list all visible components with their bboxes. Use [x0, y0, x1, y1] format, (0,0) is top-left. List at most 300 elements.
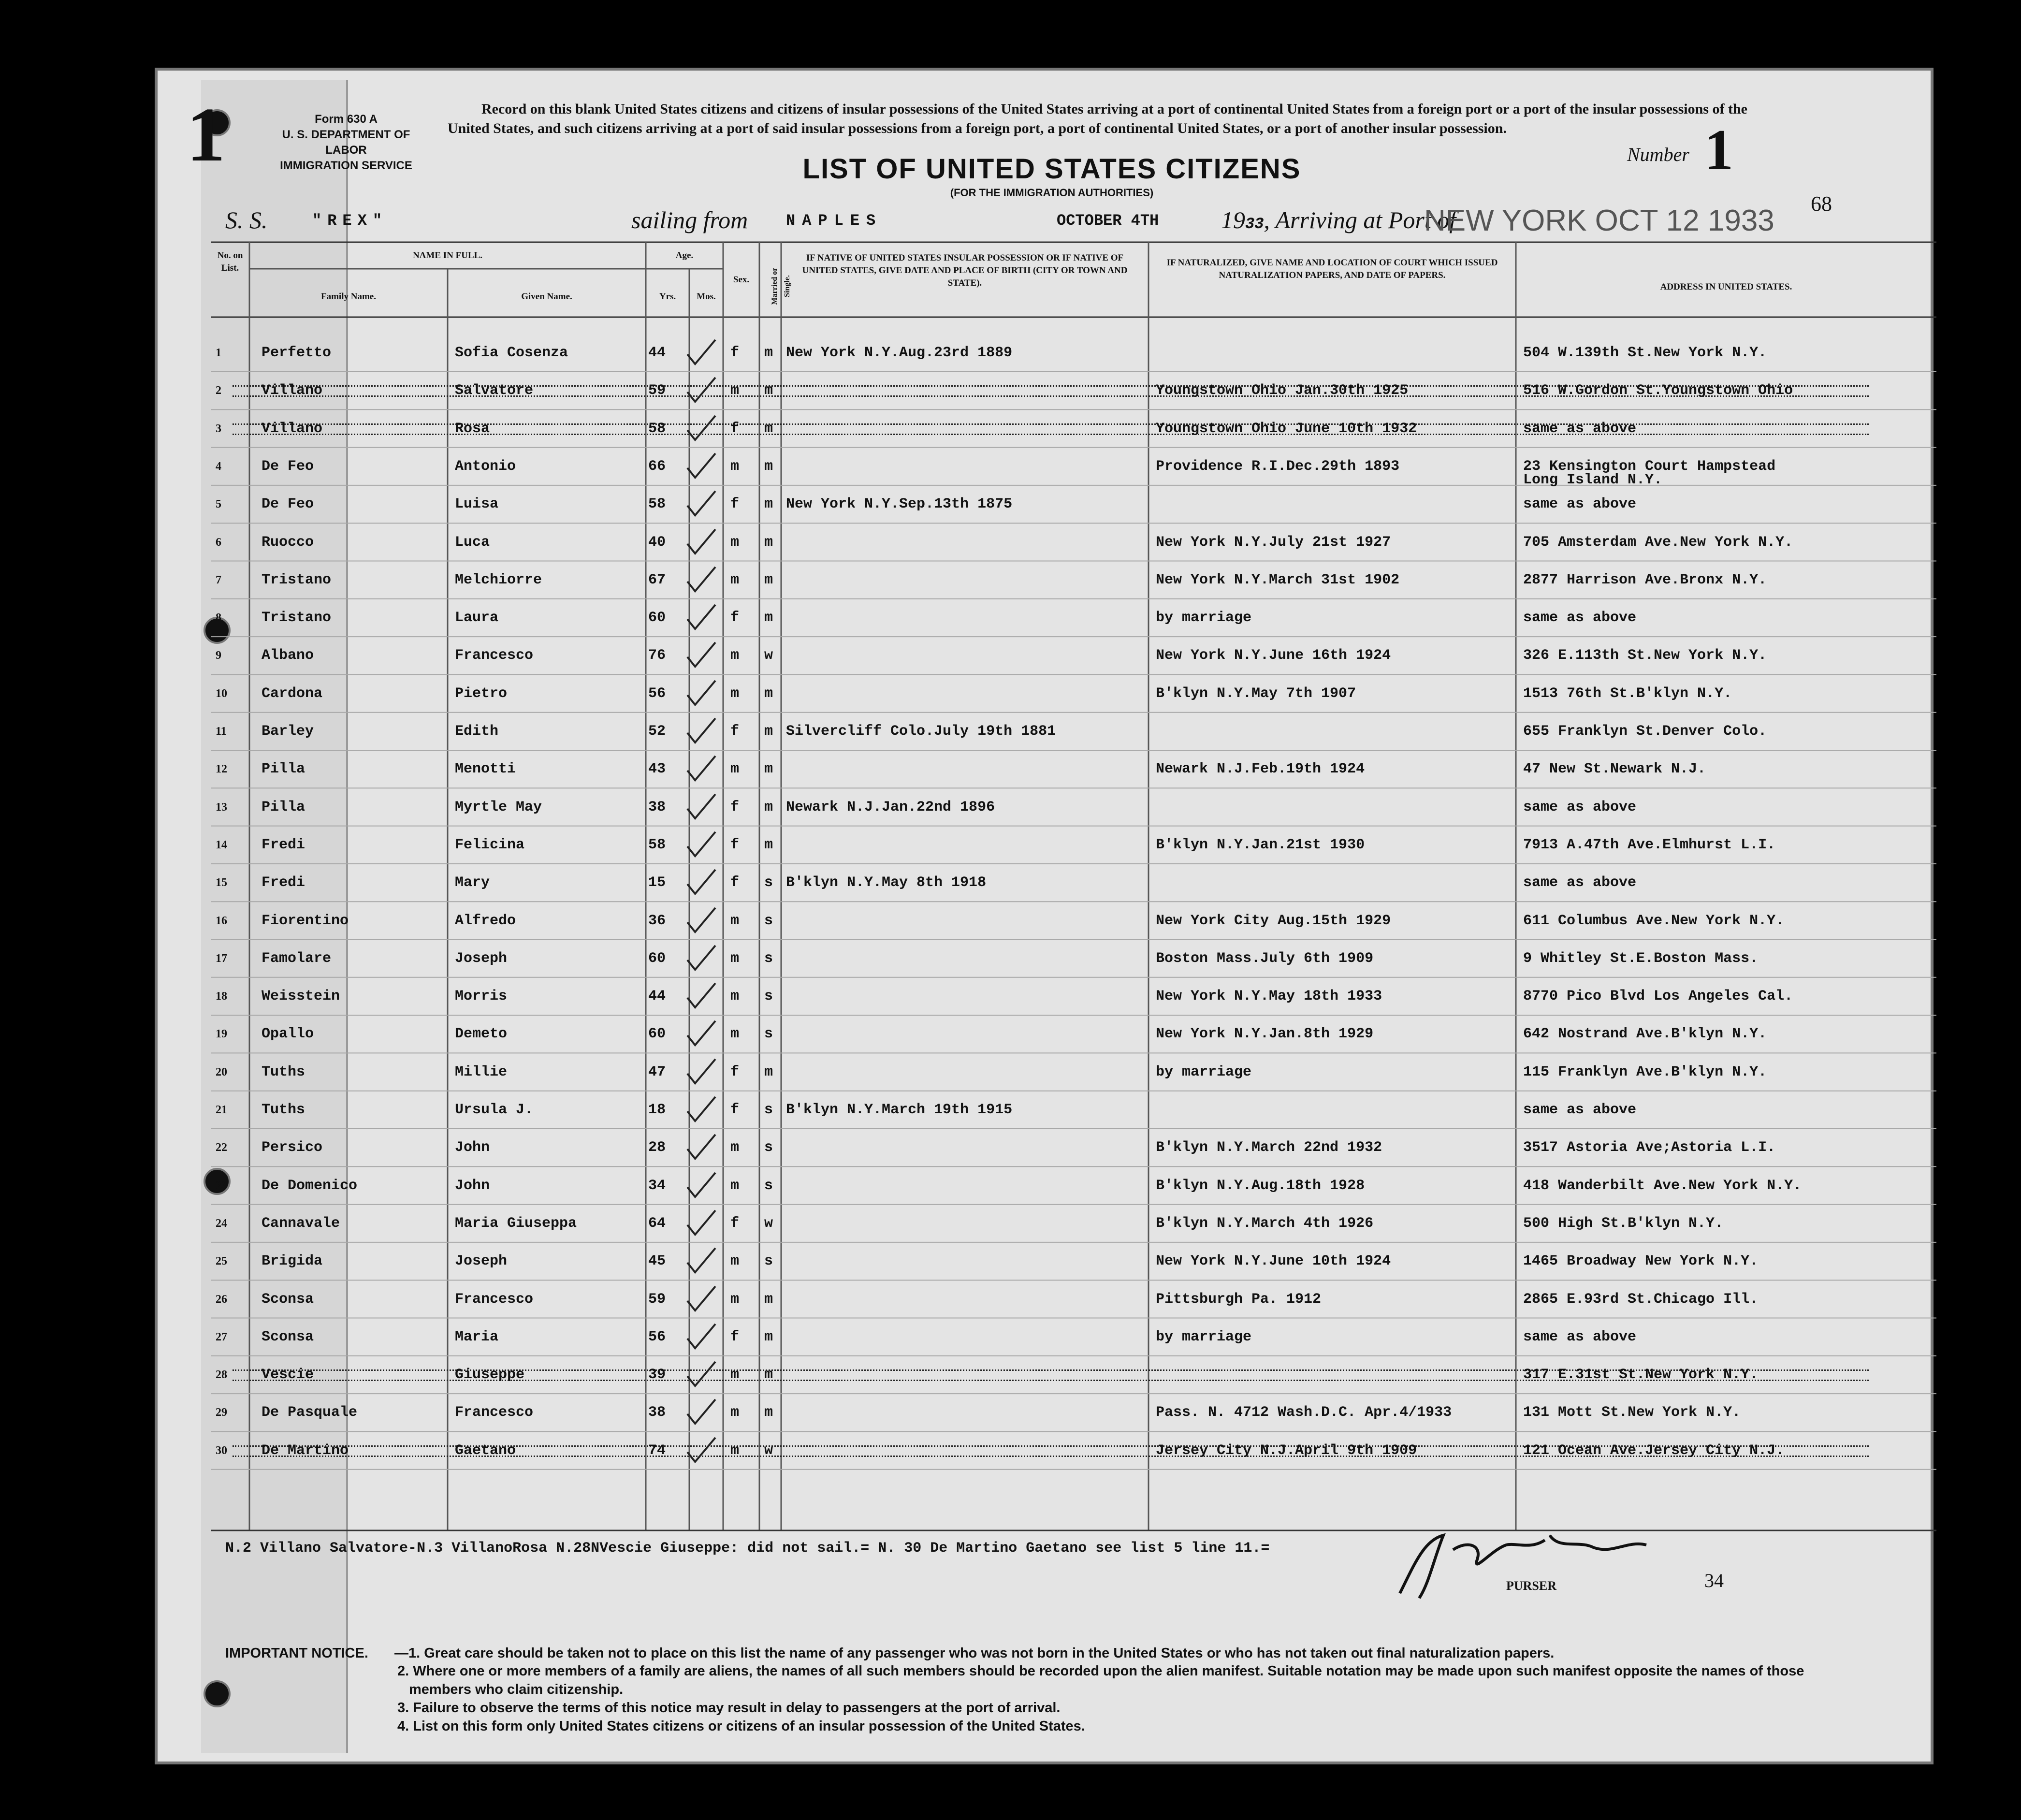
sheet-number: 1 [187, 91, 225, 177]
family-name: Villano [262, 382, 323, 399]
row-number: 16 [216, 914, 227, 927]
check-mark [684, 716, 718, 745]
family-name: Cannavale [262, 1215, 340, 1232]
number-label: Number [1627, 144, 1689, 165]
marital-status: s [764, 1177, 773, 1194]
table-row [158, 940, 1931, 977]
given-name: Maria [455, 1328, 499, 1345]
number-value: 1 [1704, 117, 1733, 182]
col-given-header: Given Name. [521, 291, 572, 302]
row-number: 8 [216, 612, 221, 625]
address: 642 Nostrand Ave.B'klyn N.Y. [1523, 1026, 1767, 1043]
address: 326 E.113th St.New York N.Y. [1523, 647, 1767, 664]
naturalization: Newark N.J.Feb.19th 1924 [1156, 761, 1365, 778]
page-corner-number: 68 [1811, 192, 1832, 216]
address: 705 Amsterdam Ave.New York N.Y. [1523, 534, 1793, 551]
birth-place-date: Newark N.J.Jan.22nd 1896 [786, 799, 995, 815]
page-count: 34 [1704, 1570, 1724, 1591]
table-row [158, 1053, 1931, 1091]
given-name: Menotti [455, 761, 516, 778]
check-mark [684, 830, 718, 859]
family-name: Sconsa [262, 1291, 314, 1308]
marital-status: s [764, 1253, 773, 1270]
col-married-header: Married or Single. [771, 267, 791, 305]
naturalization: by marriage [1156, 1328, 1252, 1345]
naturalization: New York N.Y.March 31st 1902 [1156, 571, 1400, 588]
family-name: Cardona [262, 685, 323, 702]
sex: f [730, 1215, 740, 1232]
given-name: Francesco [455, 1291, 534, 1308]
marital-status: s [764, 950, 773, 967]
table-row [158, 448, 1931, 488]
address: 655 Franklyn St.Denver Colo. [1523, 723, 1767, 740]
birth-place-date: B'klyn N.Y.May 8th 1918 [786, 874, 987, 891]
notice-3: 3. Failure to observe the terms of this notice may result in delay to passengers at the port of arrival. [397, 1700, 1061, 1716]
table-row [158, 1015, 1931, 1053]
age-years: 59 [648, 382, 666, 399]
table-row [158, 599, 1931, 637]
marital-status: m [764, 723, 773, 740]
table-row [158, 1356, 1931, 1394]
row-number: 13 [216, 801, 227, 814]
table-row [158, 1091, 1931, 1129]
age-years: 64 [648, 1215, 666, 1232]
naturalization: New York N.Y.May 18th 1933 [1156, 988, 1382, 1005]
row-number: 1 [216, 347, 221, 359]
sailing-date: OCTOBER 4TH [1057, 212, 1159, 230]
address: 131 Mott St.New York N.Y. [1523, 1404, 1741, 1421]
age-years: 47 [648, 1063, 666, 1080]
given-name: Mary [455, 874, 490, 891]
given-name: John [455, 1139, 490, 1156]
row-number: 23 [216, 1179, 227, 1192]
check-mark [684, 527, 718, 556]
age-years: 44 [648, 345, 666, 361]
sex: f [730, 799, 740, 815]
table-row [158, 750, 1931, 788]
given-name: Gaetano [455, 1442, 516, 1459]
arrival-stamp: NEW YORK OCT 12 1933 [1424, 204, 1774, 237]
form-info: Form 630 A U. S. DEPARTMENT OF LABOR IMMIGRATION SERVICE [280, 113, 412, 172]
family-name: De Feo [262, 458, 314, 475]
birth-place-date: B'klyn N.Y.March 19th 1915 [786, 1102, 1013, 1118]
address: 504 W.139th St.New York N.Y. [1523, 345, 1767, 361]
row-number: 14 [216, 838, 227, 851]
table-row [158, 1129, 1931, 1166]
address: 2865 E.93rd St.Chicago Ill. [1523, 1291, 1759, 1308]
check-mark [684, 1133, 718, 1162]
notice-2: 2. Where one or more members of a family are aliens, the names of all such members should be recorded upon the alien manifest. Suitable notation may be made upon such manifest opposite the names of those members who claim citizenship. [397, 1663, 1804, 1697]
address: same as above [1523, 496, 1637, 513]
family-name: Perfetto [262, 345, 332, 361]
address: 47 New St.Newark N.J. [1523, 761, 1706, 778]
given-name: Laura [455, 610, 499, 626]
sex: m [730, 685, 740, 702]
address: 516 W.Gordon St.Youngstown Ohio [1523, 382, 1793, 399]
given-name: Felicina [455, 836, 525, 853]
table-row [158, 826, 1931, 864]
row-number: 9 [216, 649, 221, 662]
family-name: Villano [262, 420, 323, 437]
marital-status: s [764, 1139, 773, 1156]
age-years: 44 [648, 988, 666, 1005]
marital-status: m [764, 534, 773, 551]
birth-place-date: Silvercliff Colo.July 19th 1881 [786, 723, 1056, 740]
table-row [158, 372, 1931, 409]
sex: m [730, 1026, 740, 1043]
naturalization: Youngstown Ohio June 10th 1932 [1156, 420, 1417, 437]
col-birth-header: IF NATIVE OF UNITED STATES INSULAR POSSESSION OR IF NATIVE OF UNITED STATES, GIVE DATE AND PLACE OF BIRTH (CITY OR TOWN AND STATE). [802, 253, 1128, 288]
marital-status: s [764, 1102, 773, 1118]
age-years: 74 [648, 1442, 666, 1459]
naturalization: New York N.Y.July 21st 1927 [1156, 534, 1391, 551]
sex: f [730, 610, 740, 626]
age-years: 45 [648, 1253, 666, 1270]
naturalization: B'klyn N.Y.May 7th 1907 [1156, 685, 1356, 702]
col-naturalized-header: IF NATURALIZED, GIVE NAME AND LOCATION OF COURT WHICH ISSUED NATURALIZATION PAPERS, AND DATE OF PAPERS. [1166, 258, 1498, 280]
age-years: 40 [648, 534, 666, 551]
check-mark [684, 1208, 718, 1238]
given-name: Sofia Cosenza [455, 345, 568, 361]
address: same as above [1523, 1328, 1637, 1345]
sex: f [730, 1102, 740, 1118]
table-row [158, 788, 1931, 826]
age-years: 34 [648, 1177, 666, 1194]
col-age-header: Age. [675, 250, 694, 261]
table-row [158, 1394, 1931, 1431]
sex: m [730, 761, 740, 778]
family-name: De Pasquale [262, 1404, 358, 1421]
check-mark [684, 754, 718, 783]
marital-status: m [764, 1404, 773, 1421]
col-name-header: NAME IN FULL. [412, 250, 483, 261]
family-name: Weisstein [262, 988, 340, 1005]
sex: m [730, 1291, 740, 1308]
age-years: 39 [648, 1367, 666, 1383]
col-no-header: No. on List. [217, 250, 243, 273]
check-mark [684, 1246, 718, 1275]
check-mark [684, 565, 718, 594]
given-name: Alfredo [455, 912, 516, 929]
family-name: De Domenico [262, 1177, 358, 1194]
sex: m [730, 458, 740, 475]
row-number: 24 [216, 1217, 227, 1230]
age-years: 43 [648, 761, 666, 778]
check-mark [684, 1360, 718, 1389]
table-row [158, 410, 1931, 448]
check-mark [684, 1436, 718, 1465]
family-name: Tristano [262, 571, 332, 588]
marital-status: s [764, 988, 773, 1005]
check-mark [684, 489, 718, 518]
sex: m [730, 534, 740, 551]
naturalization: by marriage [1156, 1063, 1252, 1080]
check-mark [684, 641, 718, 670]
naturalization: Youngstown Ohio Jan.30th 1925 [1156, 382, 1409, 399]
age-years: 60 [648, 610, 666, 626]
row-number: 11 [216, 725, 227, 738]
sex: m [730, 912, 740, 929]
row-number: 30 [216, 1444, 227, 1457]
sex: m [730, 382, 740, 399]
age-years: 60 [648, 1026, 666, 1043]
given-name: Edith [455, 723, 499, 740]
table-row [158, 1432, 1931, 1470]
address: 500 High St.B'klyn N.Y. [1523, 1215, 1724, 1232]
age-years: 58 [648, 496, 666, 513]
marital-status: m [764, 836, 773, 853]
row-number: 27 [216, 1330, 227, 1343]
naturalization: New York City Aug.15th 1929 [1156, 912, 1391, 929]
sex: m [730, 1139, 740, 1156]
age-years: 38 [648, 1404, 666, 1421]
row-number: 18 [216, 990, 227, 1003]
sex: f [730, 723, 740, 740]
age-years: 15 [648, 874, 666, 891]
table-row [158, 1167, 1931, 1205]
given-name: Luca [455, 534, 490, 551]
sex: m [730, 1404, 740, 1421]
sex: f [730, 1063, 740, 1080]
year-suffix: 33 [1245, 215, 1264, 233]
table-row [158, 334, 1931, 372]
address: 418 Wanderbilt Ave.New York N.Y. [1523, 1177, 1802, 1194]
marital-status: m [764, 1367, 773, 1383]
row-number: 21 [216, 1104, 227, 1116]
purser-signature [1385, 1521, 1782, 1608]
table-row [158, 864, 1931, 902]
address: same as above [1523, 610, 1637, 626]
sex: f [730, 836, 740, 853]
check-mark [684, 868, 718, 897]
naturalization: New York N.Y.June 10th 1924 [1156, 1253, 1391, 1270]
marital-status: m [764, 610, 773, 626]
col-yrs-header: Yrs. [659, 291, 676, 302]
age-years: 59 [648, 1291, 666, 1308]
given-name: Morris [455, 988, 508, 1005]
age-years: 67 [648, 571, 666, 588]
check-mark [684, 981, 718, 1010]
address: 611 Columbus Ave.New York N.Y. [1523, 912, 1785, 929]
address: 23 Kensington Court Hampstead [1523, 458, 1776, 475]
age-years: 38 [648, 799, 666, 815]
address: same as above [1523, 420, 1637, 437]
naturalization: New York N.Y.Jan.8th 1929 [1156, 1026, 1374, 1043]
manifest-sheet [155, 68, 1934, 1764]
age-years: 60 [648, 950, 666, 967]
marital-status: m [764, 458, 773, 475]
row-number: 25 [216, 1255, 227, 1268]
row-number: 6 [216, 536, 221, 549]
marital-status: s [764, 912, 773, 929]
age-years: 58 [648, 420, 666, 437]
row-number: 7 [216, 573, 221, 586]
family-name: De Martino [262, 1442, 349, 1459]
family-name: Tristano [262, 610, 332, 626]
check-mark [684, 1057, 718, 1086]
age-years: 52 [648, 723, 666, 740]
row-number: 15 [216, 876, 227, 889]
table-row [158, 675, 1931, 713]
col-address-header: ADDRESS IN UNITED STATES. [1660, 282, 1792, 292]
row-number: 29 [216, 1406, 227, 1419]
table-row [158, 1242, 1931, 1280]
given-name: Salvatore [455, 382, 534, 399]
row-number: 28 [216, 1369, 227, 1382]
check-mark [684, 1322, 718, 1351]
birth-place-date: New York N.Y.Aug.23rd 1889 [786, 345, 1013, 361]
naturalization: Jersey City N.J.April 9th 1909 [1156, 1442, 1417, 1459]
row-number: 5 [216, 498, 221, 511]
given-name: Melchiorre [455, 571, 542, 588]
check-mark [684, 338, 718, 367]
address: 3517 Astoria Ave;Astoria L.I. [1523, 1139, 1776, 1156]
address: 1465 Broadway New York N.Y. [1523, 1253, 1759, 1270]
family-name: De Feo [262, 496, 314, 513]
address: same as above [1523, 874, 1637, 891]
sex: f [730, 496, 740, 513]
table-row [158, 1281, 1931, 1318]
naturalization: B'klyn N.Y.Aug.18th 1928 [1156, 1177, 1365, 1194]
row-number: 10 [216, 687, 227, 700]
marital-status: m [764, 1291, 773, 1308]
given-name: Ursula J. [455, 1102, 534, 1118]
family-name: Vescie [262, 1367, 314, 1383]
form-title: LIST OF UNITED STATES CITIZENS [802, 153, 1301, 185]
table-row [158, 485, 1931, 523]
marital-status: w [764, 1442, 773, 1459]
check-mark [684, 414, 718, 443]
row-number: 22 [216, 1141, 227, 1154]
address: 8770 Pico Blvd Los Angeles Cal. [1523, 988, 1793, 1005]
col-family-header: Family Name. [321, 291, 376, 302]
address: 121 Ocean Ave.Jersey City N.J. [1523, 1442, 1785, 1459]
address: same as above [1523, 1102, 1637, 1118]
family-name: Albano [262, 647, 314, 664]
col-sex-header: Sex. [733, 275, 750, 285]
marital-status: m [764, 496, 773, 513]
sex: m [730, 1177, 740, 1194]
given-name: Rosa [455, 420, 490, 437]
address: 317 E.31st St.New York N.Y. [1523, 1367, 1759, 1383]
row-number: 26 [216, 1293, 227, 1306]
sex: f [730, 874, 740, 891]
check-mark [684, 792, 718, 821]
given-name: Maria Giuseppa [455, 1215, 577, 1232]
naturalization: New York N.Y.June 16th 1924 [1156, 647, 1391, 664]
sex: m [730, 571, 740, 588]
footer-remark: N.2 Villano Salvatore-N.3 VillanoRosa N.28NVescie Giuseppe: did not sail.= N. 30 De Martino Gaetano see list 5 line 11.= [225, 1540, 1270, 1557]
marital-status: m [764, 1063, 773, 1080]
family-name: Fiorentino [262, 912, 349, 929]
given-name: Luisa [455, 496, 499, 513]
table-row [158, 1318, 1931, 1356]
form-subtitle: (FOR THE IMMIGRATION AUTHORITIES) [950, 187, 1154, 199]
naturalization: Boston Mass.July 6th 1909 [1156, 950, 1374, 967]
given-name: Francesco [455, 1404, 534, 1421]
age-years: 28 [648, 1139, 666, 1156]
check-mark [684, 1284, 718, 1313]
marital-status: w [764, 647, 773, 664]
address: 2877 Harrison Ave.Bronx N.Y. [1523, 571, 1767, 588]
purser-label: PURSER [1506, 1579, 1557, 1593]
marital-status: m [764, 382, 773, 399]
given-name: Pietro [455, 685, 508, 702]
marital-status: m [764, 571, 773, 588]
form-instruction: Record on this blank United States citizens and citizens of insular possessions of the United States arriving at a port of continental United States from a foreign port or a port of the insular possessions of the United States, and such citizens arriving at a port of said insular possessions from a foreign port, a port of continental United States, or a port of another insular possession. [448, 101, 1747, 136]
naturalization: Providence R.I.Dec.29th 1893 [1156, 458, 1400, 475]
row-number: 2 [216, 384, 221, 397]
given-name: Joseph [455, 1253, 508, 1270]
check-mark [684, 906, 718, 935]
sex: f [730, 420, 740, 437]
check-mark [684, 451, 718, 480]
sex: m [730, 1367, 740, 1383]
given-name: Joseph [455, 950, 508, 967]
marital-status: m [764, 420, 773, 437]
table-row [158, 977, 1931, 1015]
given-name: Demeto [455, 1026, 508, 1043]
address: same as above [1523, 799, 1637, 815]
important-notice-title: IMPORTANT NOTICE. [225, 1645, 368, 1661]
ss-label: S. S. [225, 206, 268, 233]
sex: f [730, 1328, 740, 1345]
marital-status: m [764, 761, 773, 778]
given-name: Francesco [455, 647, 534, 664]
given-name: Giuseppe [455, 1367, 525, 1383]
col-mos-header: Mos. [697, 291, 716, 302]
table-row [158, 561, 1931, 599]
check-mark [684, 679, 718, 708]
table-row [158, 637, 1931, 674]
family-name: Persico [262, 1139, 323, 1156]
notice-1: —1. Great care should be taken not to place on this list the name of any passenger who was not born in the United States or who has not taken out final naturalization papers. [394, 1645, 1555, 1661]
given-name: Antonio [455, 458, 516, 475]
naturalization: Pittsburgh Pa. 1912 [1156, 1291, 1322, 1308]
check-mark [684, 376, 718, 405]
naturalization: by marriage [1156, 610, 1252, 626]
family-name: Fredi [262, 874, 305, 891]
given-name: John [455, 1177, 490, 1194]
address: 9 Whitley St.E.Boston Mass. [1523, 950, 1759, 967]
family-name: Opallo [262, 1026, 314, 1043]
check-mark [684, 1398, 718, 1427]
family-name: Brigida [262, 1253, 323, 1270]
year-prefix: 19 [1221, 206, 1245, 233]
row-number: 3 [216, 422, 221, 435]
marital-status: m [764, 1328, 773, 1345]
family-name: Tuths [262, 1063, 305, 1080]
address-continued: Long Island N.Y. [1523, 471, 1663, 488]
table-row [158, 524, 1931, 561]
sex: f [730, 345, 740, 361]
sex: m [730, 988, 740, 1005]
given-name: Myrtle May [455, 799, 542, 815]
sailing-label: sailing from [631, 206, 748, 233]
table-row [158, 1205, 1931, 1242]
marital-status: m [764, 799, 773, 815]
sex: m [730, 647, 740, 664]
table-row [158, 902, 1931, 940]
age-years: 56 [648, 1328, 666, 1345]
age-years: 56 [648, 685, 666, 702]
check-mark [684, 1171, 718, 1200]
family-name: Barley [262, 723, 314, 740]
family-name: Tuths [262, 1102, 305, 1118]
check-mark [684, 1019, 718, 1048]
family-name: Sconsa [262, 1328, 314, 1345]
birth-place-date: New York N.Y.Sep.13th 1875 [786, 496, 1013, 513]
